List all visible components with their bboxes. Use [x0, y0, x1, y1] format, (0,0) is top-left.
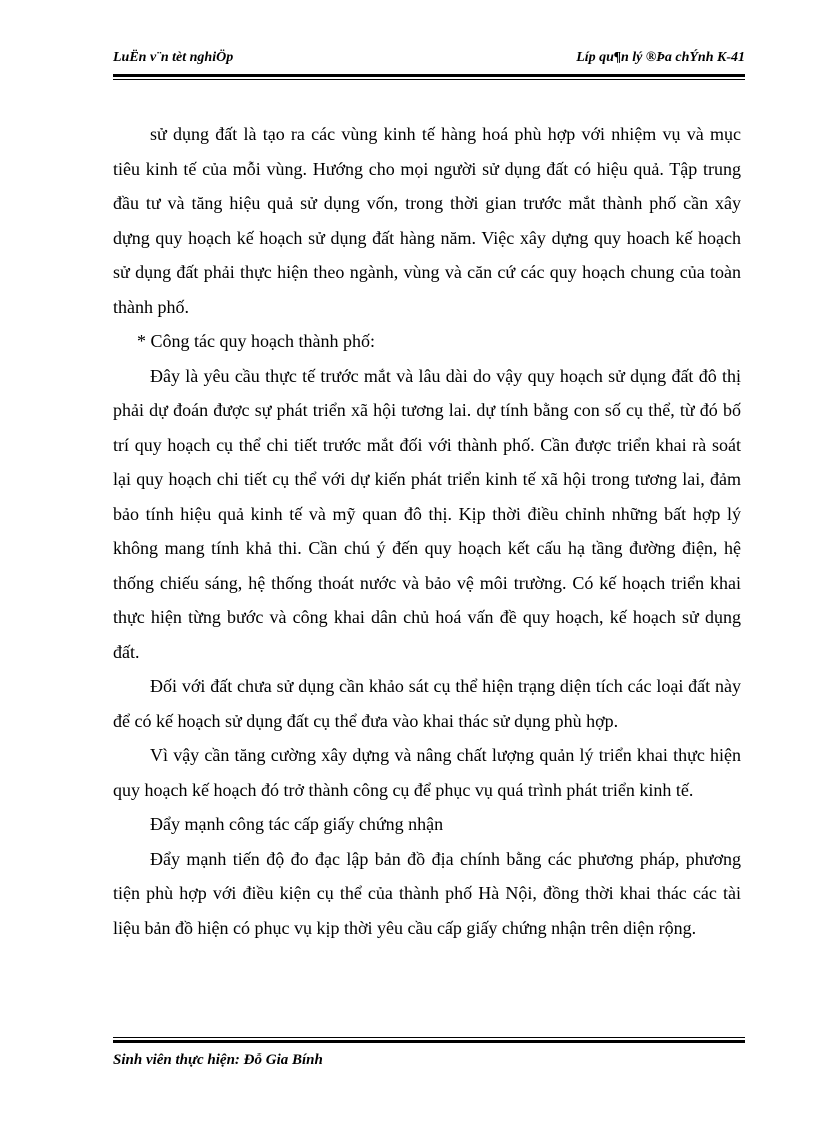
- header-class-name: Líp qu¶n lý ®Þa chÝnh K-41: [576, 50, 745, 65]
- paragraph-land-use: sử dụng đất là tạo ra các vùng kinh tế hàng hoá phù hợp với nhiệm vụ và mục tiêu kinh tế của mỗi vùng. Hướng cho mọi người sử dụng đất có hiệu quả. Tập trung đầu tư và tăng hiệu quả sử dụng vốn, trong thời gian trước mắt thành phố cần xây dựng quy hoạch kế hoạch sử dụng đất hàng năm. Việc xây dựng quy hoach kế hoạch sử dụng đất phải thực hiện theo ngành, vùng và căn cứ các quy hoạch chung của toàn thành phố.: [113, 124, 741, 317]
- paragraph-cadastral-mapping: Đẩy mạnh tiến độ đo đạc lập bản đồ địa chính bằng các phương pháp, phương tiện phù hợp với điều kiện cụ thể của thành phố Hà Nội, đồng thời khai thác các tài liệu bản đồ hiện có phục vụ kịp thời yêu cầu cấp giấy chứng nhận trên diện rộng.: [113, 848, 741, 938]
- heading-city-planning: * Công tác quy hoạch thành phố:: [137, 331, 375, 351]
- document-body: [113, 117, 741, 945]
- header-divider: [113, 74, 745, 80]
- heading-certificate-issuance: Đẩy mạnh công tác cấp giấy chứng nhận: [150, 814, 444, 834]
- footer-student-name: Sinh viên thực hiện: Đỗ Gia Bính: [113, 1052, 323, 1068]
- paragraph-urban-planning: Đây là yêu cầu thực tế trước mắt và lâu dài do vậy quy hoạch sử dụng đất đô thị phải dự đoán được sự phát triển xã hội tương lai. dự tính bằng con số cụ thể, từ đó bố trí quy hoạch cụ thể chi tiết trước mắt đối với thành phố. Cần được triển khai rà soát lại quy hoạch chi tiết cụ thể với dự kiến phát triển kinh tế xã hội trong tương lai, đảm bảo tính hiệu quả kinh tế và mỹ quan đô thị. Kịp thời điều chỉnh những bất hợp lý không mang tính khả thi. Cần chú ý đến quy hoạch kết cấu hạ tầng đường điện, hệ thống chiếu sáng, hệ thống thoát nước và bảo vệ môi trường. Có kế hoạch triển khai thực hiện từng bước và công khai dân chủ hoá vấn đề quy hoạch, kế hoạch sử dụng đất.: [113, 365, 741, 662]
- footer-divider: [113, 1037, 745, 1043]
- paragraph-unused-land: Đối với đất chưa sử dụng cần khảo sát cụ thể hiện trạng diện tích các loại đất này để có kế hoạch sử dụng đất cụ thể đưa vào khai thác sử dụng phù hợp.: [113, 676, 741, 731]
- paragraph-strengthen-management: Vì vậy cần tăng cường xây dựng và nâng chất lượng quản lý triển khai thực hiện quy hoạch kế hoạch đó trở thành công cụ để phục vụ quá trình phát triển kinh tế.: [113, 745, 741, 800]
- header-thesis-title: LuËn v¨n tèt nghiÖp: [113, 50, 234, 65]
